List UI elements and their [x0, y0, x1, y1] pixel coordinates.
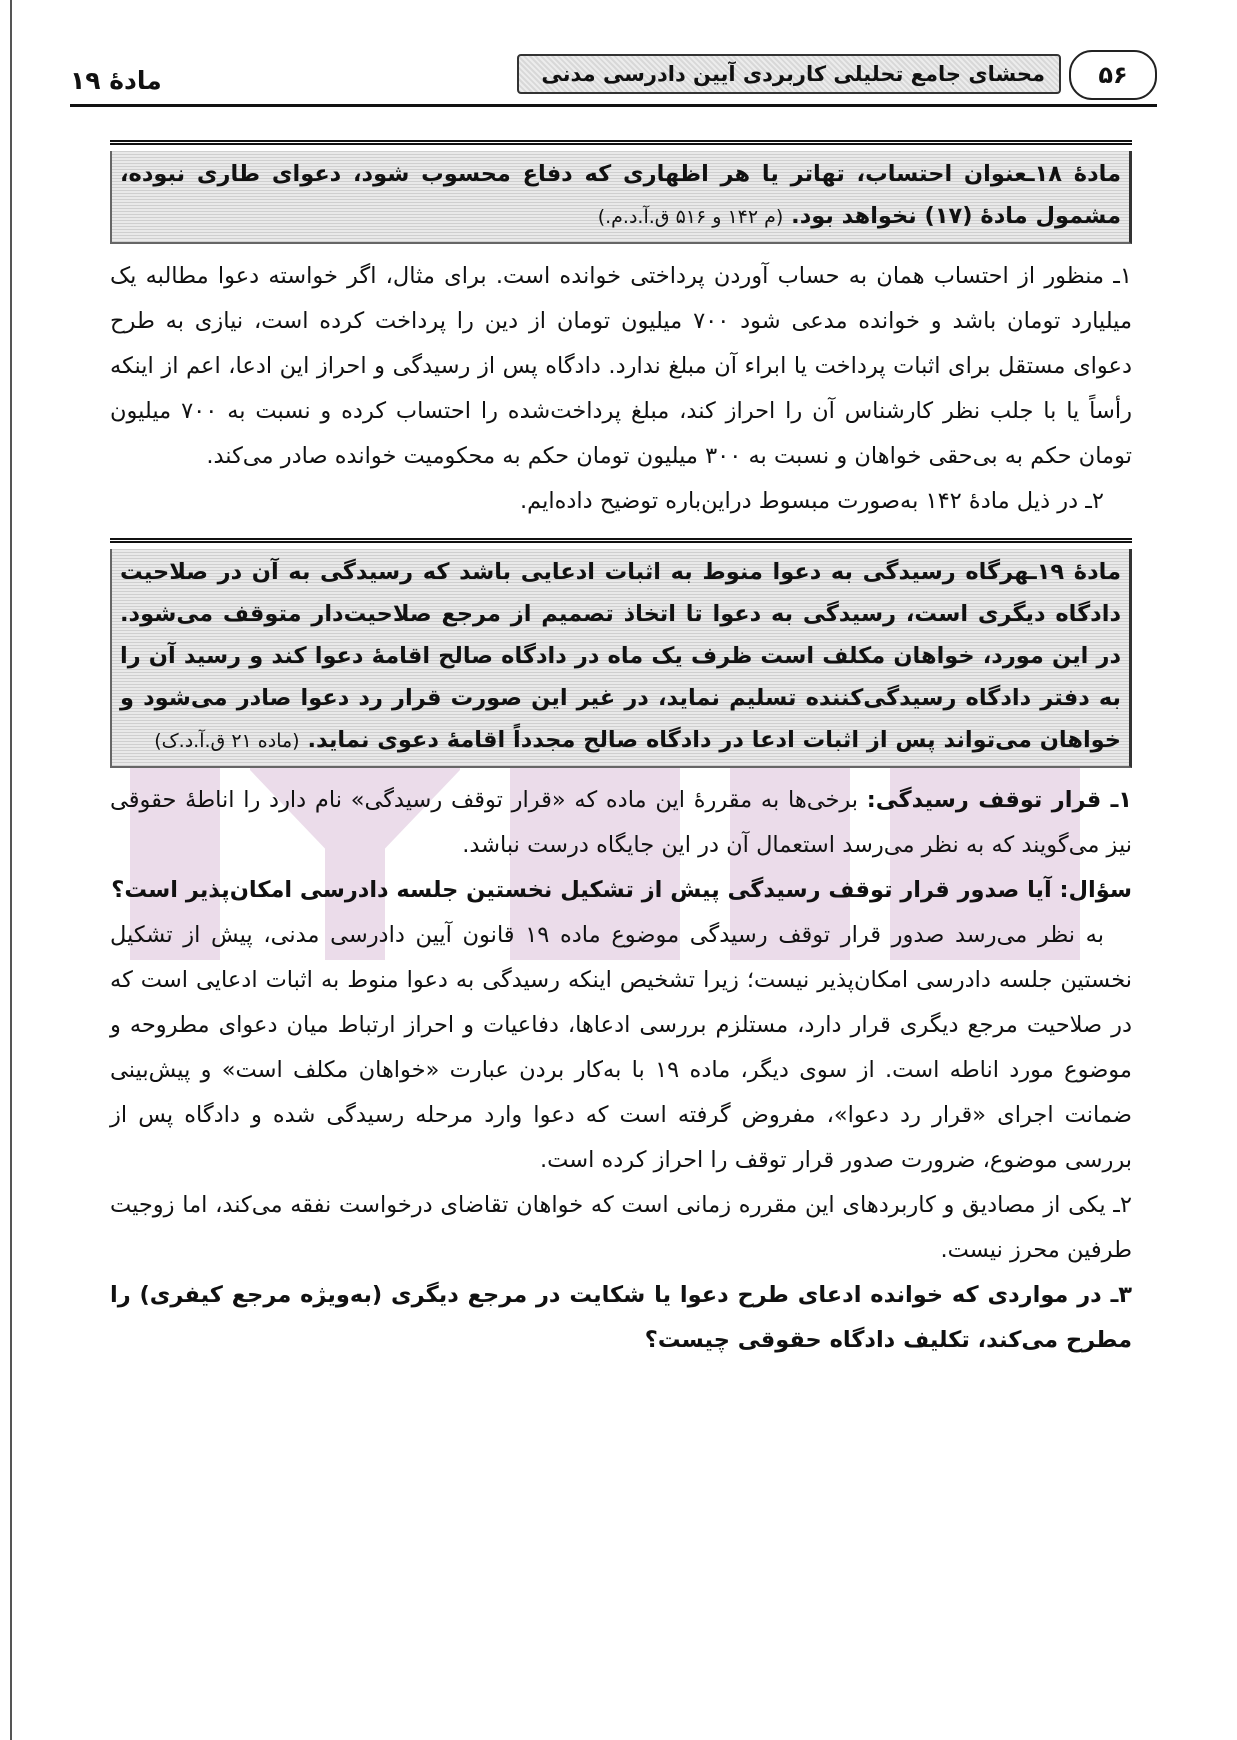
note-19-1 [110, 778, 1132, 868]
article-19-heading: مادهٔ ۱۹ـ [1029, 559, 1121, 585]
article-18-text [110, 151, 1132, 244]
page-header [70, 46, 1157, 116]
article-18-citation: (م ۱۴۲ و ۵۱۶ ق.آ.د.م.) [597, 206, 784, 228]
answer: به نظر می‌رسد صدور قرار توقف رسیدگی موضوع ماده ۱۹ قانون آیین دادرسی مدنی، پیش از تشکیل نخستین جلسه دادرسی امکان‌پذیر نیست؛ زیرا تشخیص اینکه رسیدگی به دعوا منوط به اثبات ادعایی است که در صلاحیت مرجع دیگری قرار دارد، مستلزم بررسی ادعاها، دفاعیات و احراز ارتباط میان دعوای مطروحه و موضوع مورد اناطه است. از سوی دیگر، ماده ۱۹ با به‌کار بردن عبارت «خواهان مکلف است» و پیش‌بینی ضمانت اجرای «قرار رد دعوا»، مفروض گرفته است که دعوا وارد مرحله رسیدگی شده و دادگاه پس از بررسی موضوع، ضرورت صدور قرار توقف را احراز کرده است. [110, 922, 1132, 1173]
note-19-3: ۳ـ در مواردی که خوانده ادعای طرح دعوا یا شکایت در مرجع دیگری (به‌ویژه مرجع کیفری) را مطرح می‌کند، تکلیف دادگاه حقوقی چیست؟ [110, 1282, 1132, 1353]
article-18-body: عنوان احتساب، تهاتر یا هر اظهاری که دفاع محسوب شود، دعوای طاری نبوده، مشمول مادهٔ (۱۷) نخواهد بود. [120, 161, 1121, 229]
page-number-badge: ۵۶ [1069, 50, 1157, 100]
article-19-citation: (ماده ۲۱ ق.آ.د.ک) [154, 730, 300, 752]
note-19-1-heading: ۱ـ قرار توقف رسیدگی: [866, 787, 1133, 813]
article-19-box [110, 538, 1132, 768]
article-18-heading: مادهٔ ۱۸ـ [1026, 161, 1121, 187]
page-edge-line [10, 0, 12, 1740]
article-18-box [110, 140, 1132, 244]
question: سؤال: آیا صدور قرار توقف رسیدگی پیش از تشکیل نخستین جلسه دادرسی امکان‌پذیر است؟ [111, 877, 1132, 903]
book-title: محشای جامع تحلیلی کاربردی آیین دادرسی مدنی [517, 54, 1061, 94]
article-19-body: هرگاه رسیدگی به دعوا منوط به اثبات ادعایی باشد که رسیدگی به آن در صلاحیت دادگاه دیگری است، رسیدگی به دعوا تا اتخاذ تصمیم از مرجع صلاحیت‌دار متوقف می‌شود. در این مورد، خواهان مکلف است ظرف یک ماه در دادگاه صالح اقامهٔ دعوا کند و رسید آن را به دفتر دادگاه رسیدگی‌کننده تسلیم نماید، در غیر این صورت قرار رد دعوا صادر می‌شود و خواهان می‌تواند پس از اثبات ادعا در دادگاه صالح مجدداً اقامهٔ دعوی نماید. [120, 559, 1121, 753]
note-18-2: ۲ـ در ذیل مادهٔ ۱۴۲ به‌صورت مبسوط دراین‌باره توضیح داده‌ایم. [519, 488, 1104, 514]
article-19-text [110, 549, 1132, 768]
page-body [110, 140, 1132, 1363]
note-18-1: ۱ـ منظور از احتساب همان به حساب آوردن پرداختی خوانده است. برای مثال، اگر خواسته دعوا مطالبه یک میلیارد تومان باشد و خوانده مدعی شود ۷۰۰ میلیون تومان از دین را پرداخت کرده است، نیازی به طرح دعوای مستقل برای اثبات پرداخت یا ابراء آن مبلغ ندارد. دادگاه پس از رسیدگی و احراز این ادعا، اعم از اینکه رأساً یا با جلب نظر کارشناس آن را احراز کند، مبلغ پرداخت‌شده را احتساب کرده و نسبت به ۷۰۰ میلیون تومان حکم به بی‌حقی خواهان و نسبت به ۳۰۰ میلیون تومان حکم به محکومیت خوانده صادر می‌کند. [110, 263, 1132, 469]
note-19-1-body: برخی‌ها به مقررهٔ این ماده که «قرار توقف رسیدگی» نام دارد را اناطهٔ حقوقی نیز می‌گویند که به نظر می‌رسد استعمال آن در این جایگاه درست نباشد. [110, 787, 1132, 858]
header-rule [70, 104, 1157, 107]
book-banner [517, 50, 1157, 96]
running-article-label: مادهٔ ۱۹ [70, 66, 162, 95]
note-19-2: ۲ـ یکی از مصادیق و کاربردهای این مقرره زمانی است که خواهان تقاضای درخواست نفقه می‌کند، اما زوجیت طرفین محرز نیست. [110, 1192, 1132, 1263]
